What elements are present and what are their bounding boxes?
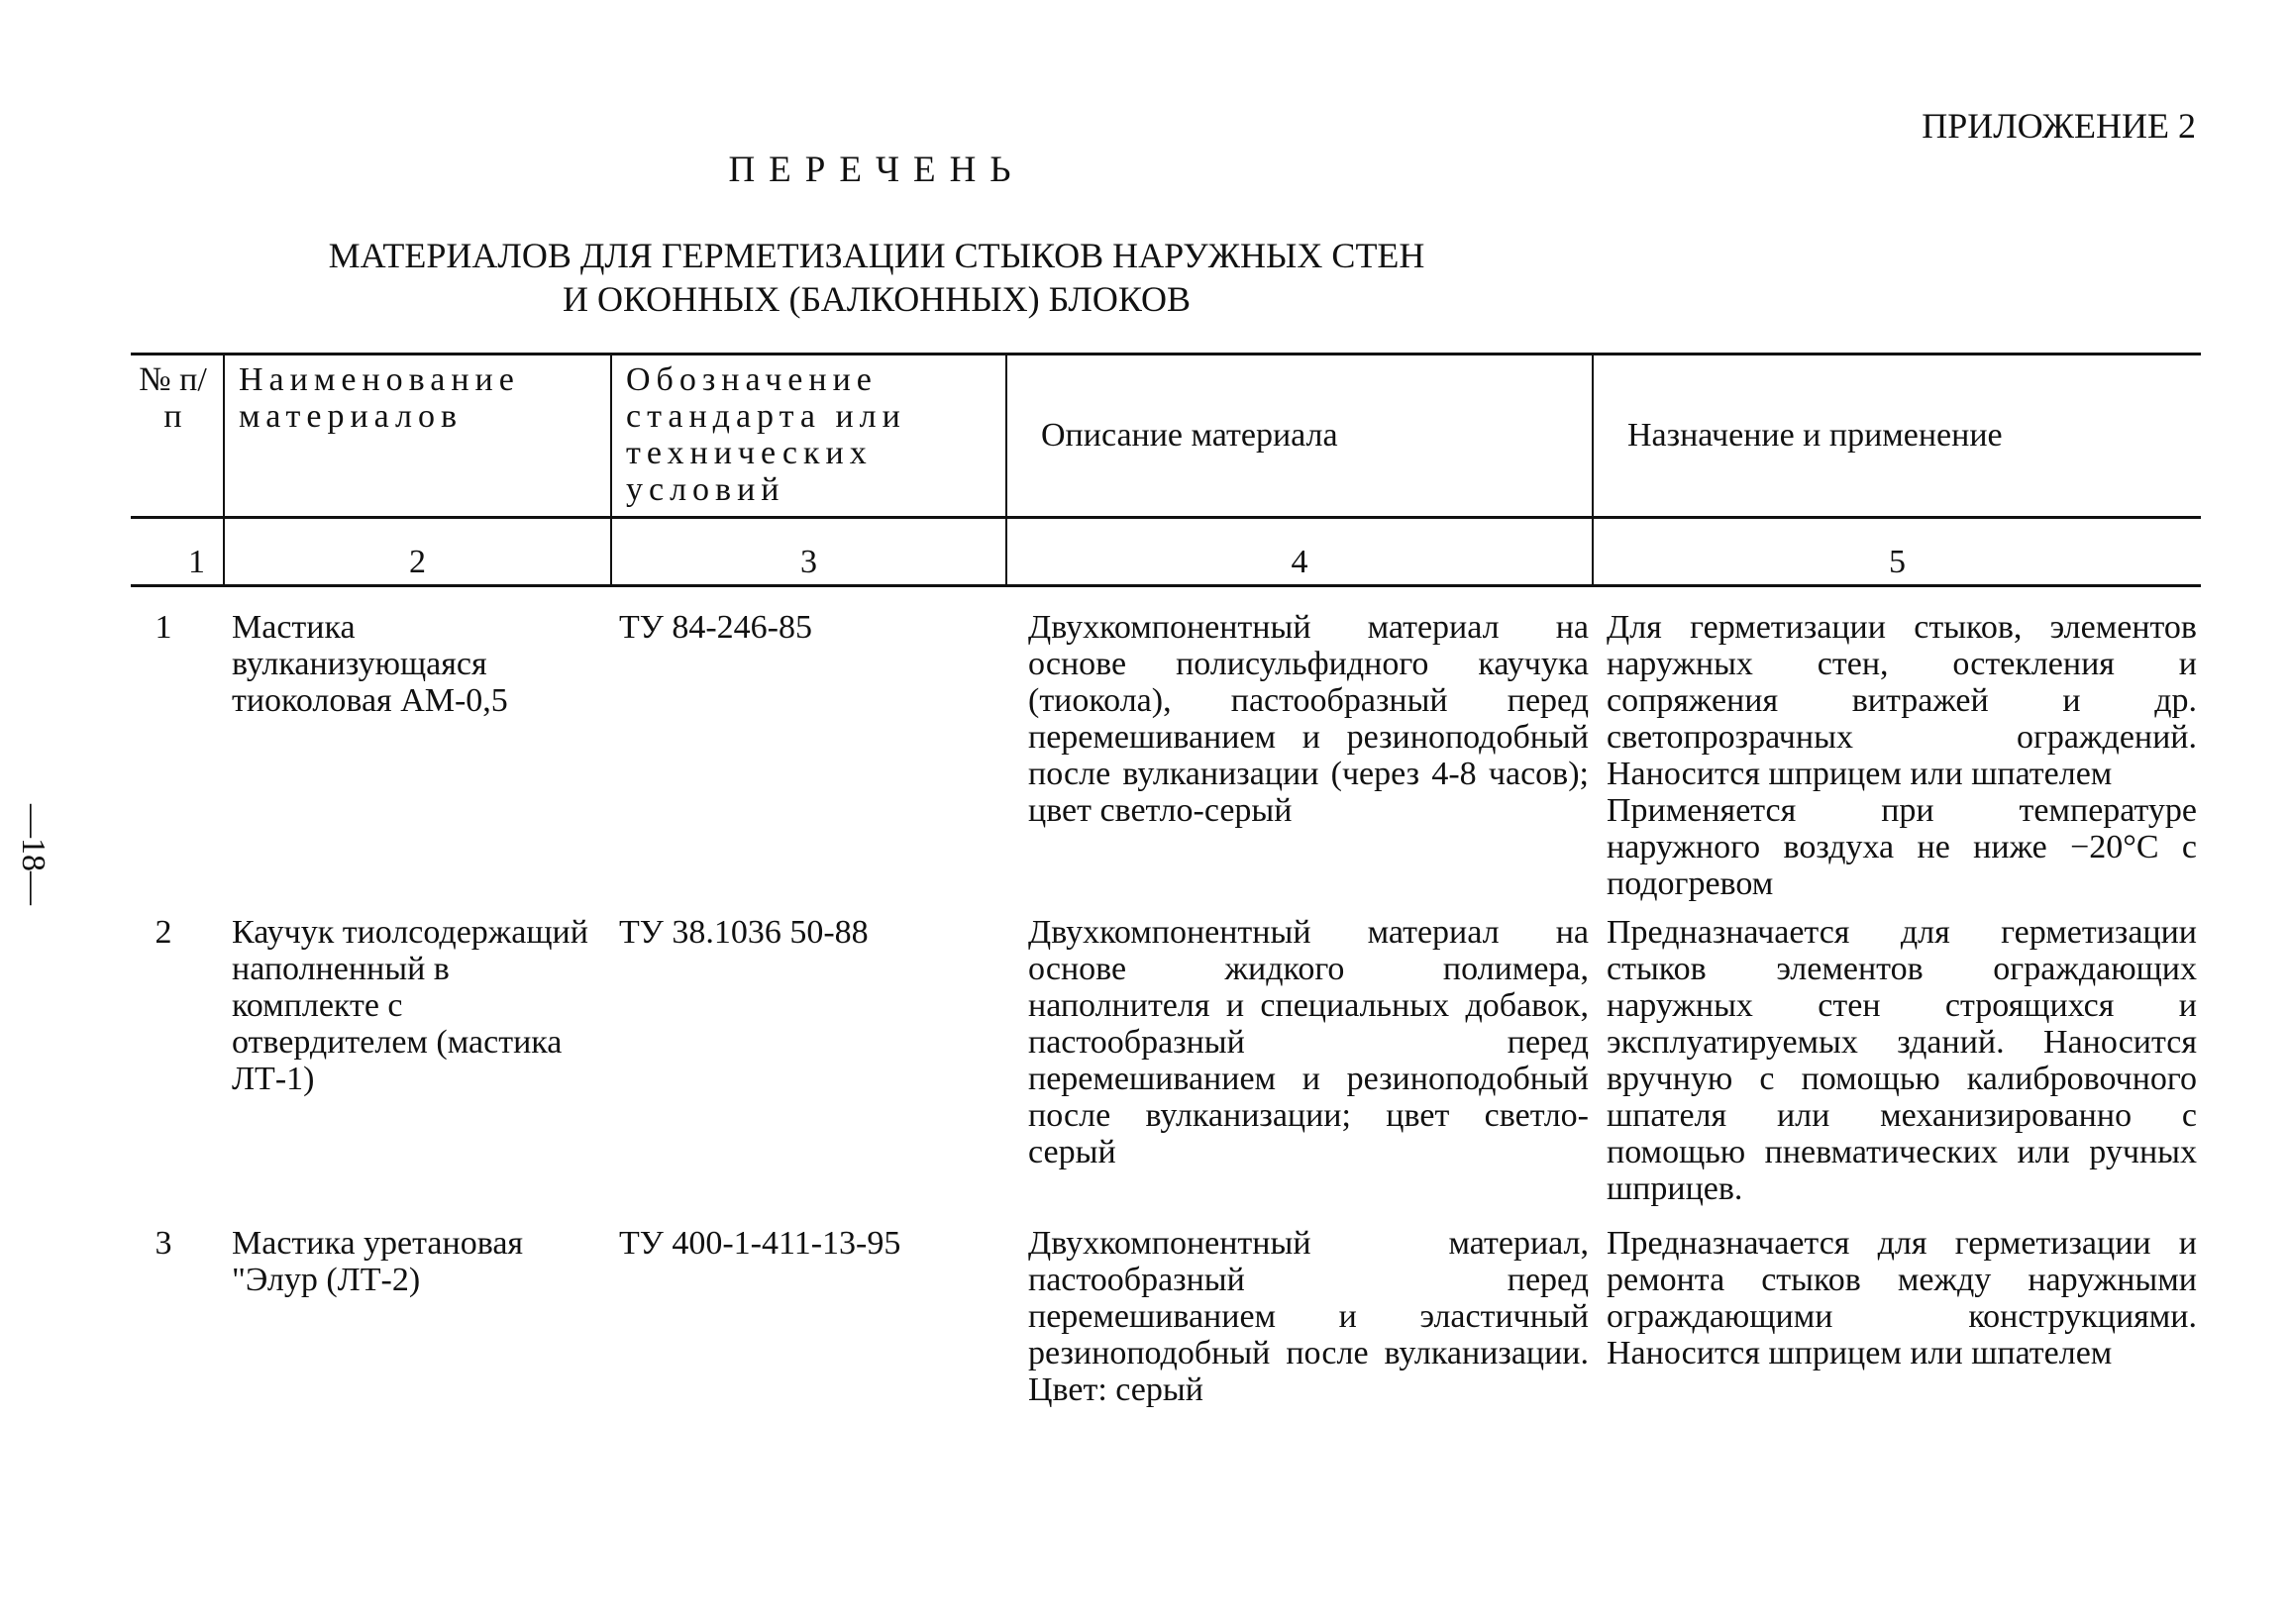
column-number: 3: [611, 518, 1006, 586]
page-number: —18—: [15, 804, 52, 905]
column-header-name-text: Наименование материалов: [239, 361, 520, 435]
material-purpose-note: Применяется при температуре наружного воздуха не ниже −20°С с подогревом: [1607, 792, 2197, 902]
table-header-row: [131, 355, 2201, 518]
material-standard: ТУ 38.1036 50-88: [619, 914, 869, 951]
table-row: [131, 586, 2201, 913]
material-name: Мастика вулканизующаяся тиоколовая АМ-0,5: [232, 609, 508, 719]
materials-table: [131, 353, 2201, 1408]
subtitle-line-1: МАТЕРИАЛОВ ДЛЯ ГЕРМЕТИЗАЦИИ СТЫКОВ НАРУЖНЫХ СТЕН: [328, 236, 1425, 275]
column-number-row: [131, 518, 2201, 586]
table-row: [131, 912, 2201, 1219]
document-heading: ПЕРЕЧЕНЬ: [728, 150, 1025, 190]
subtitle-line-2: И ОКОННЫХ (БАЛКОННЫХ) БЛОКОВ: [563, 279, 1191, 319]
material-name: Каучук тиолсодержащий наполненный в комплекте с отвердителем (мастика ЛТ-1): [232, 914, 588, 1097]
row-number: 1: [155, 609, 172, 646]
material-purpose: Для герметизации стыков, элементов наружных стен, остекления и сопряжения витражей и др. светопрозрачных ограждений. Наносится шприцем или шпателем: [1607, 609, 2197, 792]
material-purpose-cell: [1593, 586, 2201, 913]
table-row: [131, 1219, 2201, 1408]
appendix-label: ПРИЛОЖЕНИЕ 2: [1922, 106, 2196, 146]
column-number: 5: [1593, 518, 2201, 586]
column-number: 2: [224, 518, 611, 586]
material-standard: ТУ 400-1-411-13-95: [619, 1225, 901, 1262]
document-subtitle: [0, 234, 1753, 321]
column-header-purpose: Назначение и применение: [1593, 355, 2201, 518]
material-purpose: Предназначается для герметизации стыков элементов ограждающих наружных стен строящихся и эксплуатируемых зданий. Наносится вручную с помощью калибровочного шпателя или механизированно с помощью пневматических или ручных шприцев.: [1607, 914, 2197, 1207]
material-description: Двухкомпонентный материал, пастообразный перед перемешиванием и эластичный резиноподобный после вулканизации. Цвет: серый: [1028, 1225, 1589, 1408]
row-number: 2: [155, 914, 172, 951]
material-purpose: Предназначается для герметизации и ремонта стыков между наружными ограждающими конструкциями. Наносится шприцем или шпателем: [1607, 1225, 2197, 1371]
column-header-standard: [611, 355, 1006, 518]
row-number: 3: [155, 1225, 172, 1262]
column-header-name: [224, 355, 611, 518]
column-header-number: № п/п: [131, 355, 224, 518]
material-description: Двухкомпонентный материал на основе полисульфидного каучука (тиокола), пастообразный перед перемешиванием и резиноподобный после вулканизации (через 4-8 часов); цвет светло-серый: [1028, 609, 1589, 829]
column-number: 1: [131, 518, 224, 586]
material-name: Мастика уретановая "Элур (ЛТ-2): [232, 1225, 524, 1298]
material-description: Двухкомпонентный материал на основе жидкого полимера, наполнителя и специальных добавок, пастообразный перед перемешиванием и резиноподобный после вулканизации; цвет светло-серый: [1028, 914, 1589, 1170]
column-header-standard-text: Обозначение стандарта или технических условий: [626, 361, 906, 508]
material-standard: ТУ 84-246-85: [619, 609, 812, 646]
column-header-description: Описание материала: [1006, 355, 1593, 518]
column-number: 4: [1006, 518, 1593, 586]
